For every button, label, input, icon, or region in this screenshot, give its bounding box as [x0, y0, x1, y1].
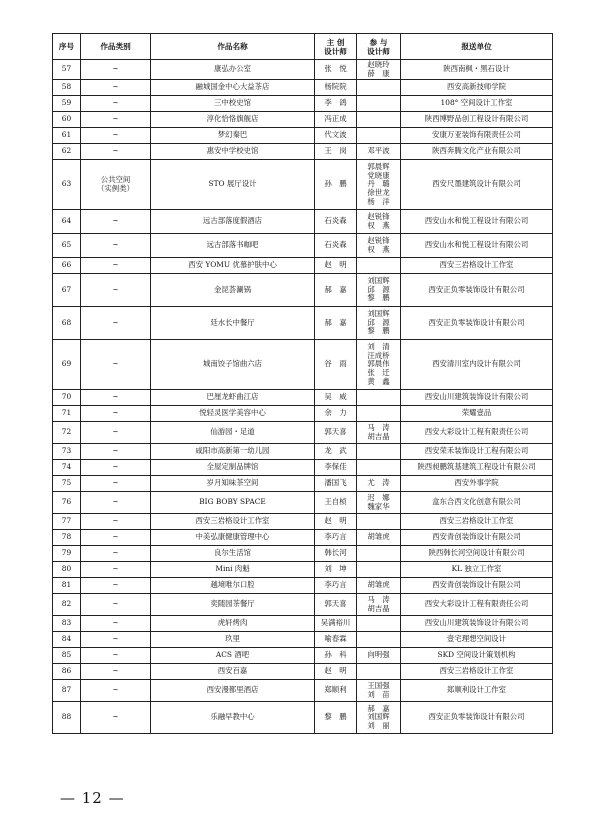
- row-work-name: 惠安中学校史馆: [151, 144, 315, 160]
- row-lead-designer: 郝 嘉: [315, 307, 357, 340]
- row-work-name: 金昆荟涮锅: [151, 274, 315, 307]
- row-category: ~: [81, 234, 151, 258]
- table-row: [53, 128, 553, 144]
- row-work-name: 中美弘康健康管理中心: [151, 530, 315, 546]
- header-participating-designers: 参 与 设计师: [357, 34, 401, 60]
- row-category: ~: [81, 340, 151, 390]
- table-row: [53, 80, 553, 96]
- row-category: ~: [81, 80, 151, 96]
- row-serial: 70: [53, 390, 81, 406]
- row-participating-designers: [357, 546, 401, 562]
- table-row: [53, 390, 553, 406]
- table-row: [53, 210, 553, 234]
- row-submitting-unit: 西安清川室内设计有限公司: [401, 340, 553, 390]
- row-category: ~: [81, 530, 151, 546]
- row-participating-designers: [357, 460, 401, 476]
- table-row: [53, 632, 553, 648]
- row-serial: 88: [53, 702, 81, 734]
- table-header-row: [53, 34, 553, 60]
- row-lead-designer: 石炎森: [315, 210, 357, 234]
- row-serial: 62: [53, 144, 81, 160]
- row-work-name: 悦轻灵医学美容中心: [151, 406, 315, 422]
- row-submitting-unit: 安康万亚装饰有限责任公司: [401, 128, 553, 144]
- row-serial: 73: [53, 444, 81, 460]
- table-row: [53, 594, 553, 616]
- table-row: [53, 274, 553, 307]
- row-work-name: 全屋定制品牌馆: [151, 460, 315, 476]
- row-lead-designer: 李巧言: [315, 578, 357, 594]
- row-serial: 87: [53, 680, 81, 702]
- row-submitting-unit: 西安山水和悦工程设计有限公司: [401, 210, 553, 234]
- row-lead-designer: 余 力: [315, 406, 357, 422]
- row-serial: 58: [53, 80, 81, 96]
- row-participating-designers: 郝 嘉 刘国辉 刘 丽: [357, 702, 401, 734]
- row-lead-designer: 郝 嘉: [315, 274, 357, 307]
- row-work-name: 西安三岩格设计工作室: [151, 514, 315, 530]
- row-lead-designer: 杨院院: [315, 80, 357, 96]
- row-category: ~: [81, 422, 151, 444]
- row-submitting-unit: 陕西奔腾文化产业有限公司: [401, 144, 553, 160]
- table-row: [53, 444, 553, 460]
- table-row: [53, 492, 553, 514]
- table-row: [53, 112, 553, 128]
- row-submitting-unit: 盒东合西文化创意有限公司: [401, 492, 553, 514]
- row-serial: 81: [53, 578, 81, 594]
- row-category: ~: [81, 444, 151, 460]
- row-serial: 72: [53, 422, 81, 444]
- row-lead-designer: 孙 科: [315, 648, 357, 664]
- row-participating-designers: 刘国辉 邱 源 黎 鹏: [357, 274, 401, 307]
- row-lead-designer: 王自桢: [315, 492, 357, 514]
- row-category: ~: [81, 406, 151, 422]
- row-category: ~: [81, 390, 151, 406]
- row-work-name: 仙游园・足道: [151, 422, 315, 444]
- row-work-name: 融城国金中心大益茶店: [151, 80, 315, 96]
- row-submitting-unit: 西安青创装饰设计有限公司: [401, 578, 553, 594]
- row-category: ~: [81, 128, 151, 144]
- row-participating-designers: 向明强: [357, 648, 401, 664]
- row-work-name: STO 展厅设计: [151, 160, 315, 210]
- row-participating-designers: [357, 616, 401, 632]
- row-participating-designers: [357, 112, 401, 128]
- table-row: [53, 234, 553, 258]
- row-work-name: 越境唯尔口腔: [151, 578, 315, 594]
- row-submitting-unit: 陕西昶鹏筑基建筑工程设计有限公司: [401, 460, 553, 476]
- row-lead-designer: 代文波: [315, 128, 357, 144]
- header-work-name: 作品名称: [151, 34, 315, 60]
- table-row: [53, 664, 553, 680]
- table-row: [53, 514, 553, 530]
- row-work-name: 西安 YOMU 优慕护肤中心: [151, 258, 315, 274]
- row-category: ~: [81, 546, 151, 562]
- table-row: [53, 530, 553, 546]
- row-lead-designer: 韩长河: [315, 546, 357, 562]
- row-work-name: 西安漫都里酒店: [151, 680, 315, 702]
- row-participating-designers: [357, 632, 401, 648]
- row-work-name: 淳化恰恪旗舰店: [151, 112, 315, 128]
- header-submitting-unit: 报送单位: [401, 34, 553, 60]
- row-category: ~: [81, 112, 151, 128]
- row-participating-designers: 赵锐锋 权 燕: [357, 234, 401, 258]
- row-work-name: 奕随园茶餐厅: [151, 594, 315, 616]
- row-participating-designers: [357, 444, 401, 460]
- row-category: ~: [81, 680, 151, 702]
- row-participating-designers: [357, 664, 401, 680]
- row-serial: 86: [53, 664, 81, 680]
- row-lead-designer: 吴 威: [315, 390, 357, 406]
- row-work-name: 三中校史馆: [151, 96, 315, 112]
- table-row: [53, 702, 553, 734]
- row-submitting-unit: 陕西韩长河空间设计有限公司: [401, 546, 553, 562]
- table-row: [53, 648, 553, 664]
- table-row: [53, 680, 553, 702]
- row-submitting-unit: 西安外事学院: [401, 476, 553, 492]
- row-serial: 80: [53, 562, 81, 578]
- row-lead-designer: 谷 雨: [315, 340, 357, 390]
- row-submitting-unit: 西安青创装饰设计有限公司: [401, 530, 553, 546]
- row-participating-designers: 马 涛 胡吉晶: [357, 594, 401, 616]
- row-category: ~: [81, 702, 151, 734]
- row-submitting-unit: 西安正负零装饰设计有限公司: [401, 274, 553, 307]
- row-serial: 83: [53, 616, 81, 632]
- row-lead-designer: 黎 鹏: [315, 702, 357, 734]
- row-work-name: 康弘办公室: [151, 60, 315, 80]
- row-lead-designer: 李巧言: [315, 530, 357, 546]
- row-category: 公共空间 （实例类）: [81, 160, 151, 210]
- row-work-name: 廷水长中餐厅: [151, 307, 315, 340]
- table-row: [53, 578, 553, 594]
- row-submitting-unit: 西安山川建筑装饰设计有限公司: [401, 616, 553, 632]
- row-serial: 74: [53, 460, 81, 476]
- row-submitting-unit: 郑顺利设计工作室: [401, 680, 553, 702]
- row-lead-designer: 龙 武: [315, 444, 357, 460]
- row-submitting-unit: 西安正负零装饰设计有限公司: [401, 702, 553, 734]
- table-row: [53, 258, 553, 274]
- table-row: [53, 546, 553, 562]
- row-participating-designers: [357, 80, 401, 96]
- row-category: ~: [81, 578, 151, 594]
- row-submitting-unit: KL 独立工作室: [401, 562, 553, 578]
- row-lead-designer: 冯正成: [315, 112, 357, 128]
- row-participating-designers: [357, 258, 401, 274]
- header-serial: 序号: [53, 34, 81, 60]
- row-work-name: 远古部落度假酒店: [151, 210, 315, 234]
- entries-table: [52, 33, 553, 734]
- table-row: [53, 562, 553, 578]
- row-work-name: 玖里: [151, 632, 315, 648]
- row-serial: 57: [53, 60, 81, 80]
- row-serial: 85: [53, 648, 81, 664]
- row-submitting-unit: 西安正负零装饰设计有限公司: [401, 307, 553, 340]
- table-row: [53, 60, 553, 80]
- row-category: ~: [81, 664, 151, 680]
- row-participating-designers: 刘国辉 邱 源 黎 鹏: [357, 307, 401, 340]
- row-category: ~: [81, 60, 151, 80]
- row-participating-designers: [357, 128, 401, 144]
- row-work-name: 岁月知味茶空间: [151, 476, 315, 492]
- row-submitting-unit: 荣耀壹品: [401, 406, 553, 422]
- row-serial: 69: [53, 340, 81, 390]
- row-category: ~: [81, 210, 151, 234]
- row-serial: 79: [53, 546, 81, 562]
- row-submitting-unit: 陕西博野品创工程设计有限公司: [401, 112, 553, 128]
- page-number: — 12 —: [60, 789, 125, 807]
- row-serial: 61: [53, 128, 81, 144]
- row-submitting-unit: 西安山川建筑装饰设计有限公司: [401, 390, 553, 406]
- row-category: ~: [81, 648, 151, 664]
- row-work-name: 巴厘龙虾曲江店: [151, 390, 315, 406]
- row-lead-designer: 李 鸽: [315, 96, 357, 112]
- row-submitting-unit: 陕西南枫・黑石设计: [401, 60, 553, 80]
- row-lead-designer: 赵 明: [315, 664, 357, 680]
- row-participating-designers: [357, 514, 401, 530]
- table-row: [53, 340, 553, 390]
- row-participating-designers: 赵锐锋 权 燕: [357, 210, 401, 234]
- row-lead-designer: 李保佳: [315, 460, 357, 476]
- row-lead-designer: 赵 明: [315, 514, 357, 530]
- row-serial: 71: [53, 406, 81, 422]
- row-participating-designers: 迟 娜 魏家华: [357, 492, 401, 514]
- row-work-name: 远古部落书咖吧: [151, 234, 315, 258]
- row-lead-designer: 喻春霖: [315, 632, 357, 648]
- row-serial: 68: [53, 307, 81, 340]
- row-lead-designer: 刘 坤: [315, 562, 357, 578]
- row-participating-designers: 郭晨辉 党晓康 丹 璐 徐世龙 杨 洋: [357, 160, 401, 210]
- row-serial: 76: [53, 492, 81, 514]
- row-participating-designers: 王国强 刘 苗: [357, 680, 401, 702]
- row-serial: 63: [53, 160, 81, 210]
- row-participating-designers: 马 涛 胡吉晶: [357, 422, 401, 444]
- row-participating-designers: 尤 涛: [357, 476, 401, 492]
- row-participating-designers: [357, 96, 401, 112]
- table-body: [53, 60, 553, 734]
- row-submitting-unit: 西安高新技师学院: [401, 80, 553, 96]
- row-participating-designers: [357, 390, 401, 406]
- row-category: ~: [81, 594, 151, 616]
- row-participating-designers: 刘 清 汪成桥 郭晨伟 张 迁 黄 鑫: [357, 340, 401, 390]
- row-category: ~: [81, 514, 151, 530]
- row-work-name: 咸阳市高新第一幼儿园: [151, 444, 315, 460]
- row-category: ~: [81, 307, 151, 340]
- row-lead-designer: 赵 明: [315, 258, 357, 274]
- row-category: ~: [81, 492, 151, 514]
- row-submitting-unit: 西安山水和悦工程设计有限公司: [401, 234, 553, 258]
- row-participating-designers: 赵晓玲 薛 康: [357, 60, 401, 80]
- row-serial: 66: [53, 258, 81, 274]
- row-category: ~: [81, 144, 151, 160]
- row-lead-designer: 吴满裕川: [315, 616, 357, 632]
- row-work-name: 梦幻秦巴: [151, 128, 315, 144]
- row-work-name: 乐融早教中心: [151, 702, 315, 734]
- row-category: ~: [81, 258, 151, 274]
- row-lead-designer: 孙 鹏: [315, 160, 357, 210]
- header-lead-designer: 主 创 设计师: [315, 34, 357, 60]
- header-category: 作品类别: [81, 34, 151, 60]
- table-row: [53, 307, 553, 340]
- row-work-name: Mini 肉魁: [151, 562, 315, 578]
- row-lead-designer: 张 悦: [315, 60, 357, 80]
- row-submitting-unit: 壹宅理想空间设计: [401, 632, 553, 648]
- table-row: [53, 160, 553, 210]
- row-serial: 59: [53, 96, 81, 112]
- row-submitting-unit: 西安尺墨建筑设计有限公司: [401, 160, 553, 210]
- row-serial: 77: [53, 514, 81, 530]
- row-serial: 64: [53, 210, 81, 234]
- row-work-name: ACS 酒吧: [151, 648, 315, 664]
- row-submitting-unit: 西安大彩设计工程有限责任公司: [401, 422, 553, 444]
- row-submitting-unit: 108° 空间设计工作室: [401, 96, 553, 112]
- row-work-name: 良尔生活馆: [151, 546, 315, 562]
- row-work-name: 城南饺子馆曲六店: [151, 340, 315, 390]
- row-submitting-unit: 西安大彩设计工程有限责任公司: [401, 594, 553, 616]
- row-lead-designer: 郭天喜: [315, 422, 357, 444]
- table-row: [53, 476, 553, 492]
- row-submitting-unit: 西安三岩格设计工作室: [401, 514, 553, 530]
- row-category: ~: [81, 632, 151, 648]
- row-lead-designer: 王 岗: [315, 144, 357, 160]
- table-row: [53, 460, 553, 476]
- row-serial: 82: [53, 594, 81, 616]
- table-row: [53, 406, 553, 422]
- row-lead-designer: 潘国飞: [315, 476, 357, 492]
- table-row: [53, 96, 553, 112]
- row-lead-designer: 石炎森: [315, 234, 357, 258]
- table-row: [53, 144, 553, 160]
- row-category: ~: [81, 562, 151, 578]
- table-row: [53, 616, 553, 632]
- row-participating-designers: 邓平波: [357, 144, 401, 160]
- row-work-name: 虎轩烤肉: [151, 616, 315, 632]
- row-participating-designers: 胡雏虎: [357, 530, 401, 546]
- row-work-name: BIG BOBY SPACE: [151, 492, 315, 514]
- row-serial: 67: [53, 274, 81, 307]
- row-serial: 84: [53, 632, 81, 648]
- row-submitting-unit: SKD 空间设计策划机构: [401, 648, 553, 664]
- table-row: [53, 422, 553, 444]
- row-lead-designer: 郑顺利: [315, 680, 357, 702]
- row-category: ~: [81, 274, 151, 307]
- row-category: ~: [81, 476, 151, 492]
- row-category: ~: [81, 616, 151, 632]
- row-submitting-unit: 西安荣禾装饰设计工程有限公司: [401, 444, 553, 460]
- row-submitting-unit: 西安三岩格设计工作室: [401, 664, 553, 680]
- row-category: ~: [81, 96, 151, 112]
- row-category: ~: [81, 460, 151, 476]
- row-participating-designers: [357, 406, 401, 422]
- row-serial: 65: [53, 234, 81, 258]
- row-submitting-unit: 西安三岩格设计工作室: [401, 258, 553, 274]
- row-serial: 78: [53, 530, 81, 546]
- row-lead-designer: 郭天喜: [315, 594, 357, 616]
- row-serial: 60: [53, 112, 81, 128]
- row-work-name: 西安百嘉: [151, 664, 315, 680]
- row-participating-designers: 胡雏虎: [357, 578, 401, 594]
- row-serial: 75: [53, 476, 81, 492]
- row-participating-designers: [357, 562, 401, 578]
